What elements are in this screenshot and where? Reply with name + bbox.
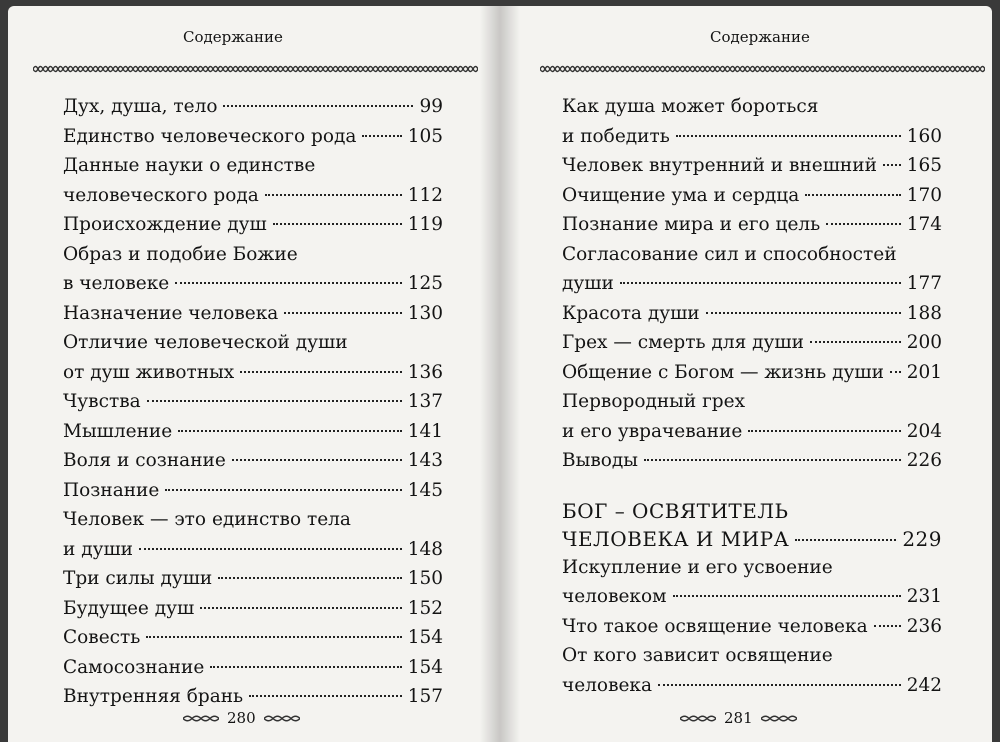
toc-entry[interactable]: [63, 505, 443, 564]
toc-entry[interactable]: [63, 623, 443, 653]
entry-title: Самосознание: [63, 656, 205, 678]
entry-title-line: От кого зависит освящение: [562, 645, 833, 666]
entry-title: Общение с Богом — жизнь души: [562, 361, 884, 383]
entry-title-line: Человек — это единство тела: [63, 509, 351, 530]
dot-leader: [265, 194, 402, 196]
entry-page-number: 200: [906, 332, 942, 353]
dot-leader: [826, 223, 900, 225]
right-page: [500, 6, 992, 742]
dot-leader: [175, 282, 401, 284]
toc-entry[interactable]: [562, 446, 942, 476]
entry-page-number: 188: [906, 302, 942, 324]
folio-ornament-icon: [264, 714, 300, 723]
entry-page-number: 204: [906, 420, 942, 442]
entry-title-line: Первородный грех: [562, 391, 746, 412]
toc-entry[interactable]: [63, 476, 443, 506]
toc-entry[interactable]: [63, 92, 443, 122]
entry-page-number: 165: [906, 155, 942, 176]
entry-page-number: 242: [906, 674, 942, 696]
entry-page-number: 119: [407, 214, 443, 235]
toc-entry[interactable]: [562, 240, 942, 299]
entry-page-number: 145: [407, 479, 443, 501]
running-head: Содержание: [710, 28, 810, 46]
toc-list: [562, 92, 942, 700]
entry-title: Дух, душа, тело: [63, 96, 218, 117]
entry-title: в человеке: [63, 273, 170, 294]
toc-entry[interactable]: [562, 210, 942, 240]
dot-leader: [883, 164, 901, 166]
dot-leader: [676, 135, 901, 137]
entry-page-number: 177: [906, 273, 942, 294]
folio-ornament-icon: [183, 714, 219, 723]
entry-title-line: Отличие человеческой души: [63, 332, 348, 353]
toc-entry[interactable]: [562, 299, 942, 329]
toc-entry[interactable]: [63, 387, 443, 417]
entry-page-number: 105: [407, 125, 443, 147]
dot-leader: [805, 194, 900, 196]
entry-page-number: 143: [407, 450, 443, 471]
dot-leader: [210, 666, 401, 668]
dot-leader: [240, 371, 401, 373]
dot-leader: [232, 459, 402, 461]
dot-leader: [810, 341, 901, 343]
toc-entry[interactable]: [63, 210, 443, 240]
dot-leader: [362, 135, 401, 137]
entry-title: Мышление: [63, 420, 173, 442]
entry-title-line: Согласование сил и способностей: [562, 243, 897, 265]
toc-entry[interactable]: [63, 417, 443, 447]
entry-page-number: 130: [407, 302, 443, 324]
folio-ornament-icon: [761, 714, 797, 723]
entry-title-line: БОГ – ОСВЯТИТЕЛЬ: [562, 498, 789, 523]
entry-title-line: Искупление и его усвоение: [562, 556, 833, 578]
folio-ornament-icon: [680, 714, 716, 723]
toc-entry[interactable]: [63, 682, 443, 712]
entry-title: Познание мира и его цель: [562, 214, 821, 235]
section-heading: [562, 497, 942, 553]
entry-page-number: 141: [407, 420, 443, 442]
entry-page-number: 136: [407, 361, 443, 383]
dot-leader: [146, 636, 401, 638]
page-number: [680, 709, 797, 727]
dot-leader: [673, 595, 901, 597]
entry-page-number: 160: [906, 125, 942, 147]
entry-page-number: 137: [407, 391, 443, 412]
entry-page-number: 112: [407, 184, 443, 206]
ornament-rule: [540, 64, 985, 74]
toc-entry[interactable]: [63, 446, 443, 476]
entry-title: Три силы души: [63, 568, 213, 589]
entry-title: и души: [63, 538, 134, 560]
toc-entry[interactable]: [562, 151, 942, 181]
page-number-text: 280: [227, 709, 256, 727]
running-head: Содержание: [183, 28, 283, 46]
entry-title: Грех — смерть для души: [562, 332, 804, 353]
dot-leader: [139, 548, 402, 550]
entry-page-number: 174: [906, 214, 942, 235]
entry-title-line: Как душа может бороться: [562, 96, 819, 117]
entry-title-line: Данные науки о единстве: [63, 155, 316, 176]
dot-leader: [165, 489, 401, 491]
entry-page-number: 231: [906, 586, 942, 607]
entry-page-number: 236: [906, 615, 942, 637]
toc-list: [63, 92, 443, 712]
toc-entry[interactable]: [562, 641, 942, 700]
dot-leader: [218, 577, 401, 579]
entry-title: Выводы: [562, 450, 638, 471]
toc-entry[interactable]: [562, 328, 942, 358]
dot-leader: [223, 105, 413, 107]
dot-leader: [178, 430, 402, 432]
dot-leader: [273, 223, 402, 225]
dot-leader: [620, 282, 901, 284]
page-number-text: 281: [724, 709, 753, 727]
entry-title: человеком: [562, 586, 667, 607]
entry-title: Познание: [63, 479, 160, 501]
entry-page-number: 152: [407, 597, 443, 619]
entry-title: Внутренняя брань: [63, 686, 244, 707]
dot-leader: [200, 607, 401, 609]
toc-entry[interactable]: [63, 240, 443, 299]
toc-entry[interactable]: [63, 151, 443, 210]
entry-title: Назначение человека: [63, 302, 279, 324]
page-number: [183, 709, 300, 727]
entry-title: и его уврачевание: [562, 420, 743, 442]
toc-entry[interactable]: [562, 497, 942, 553]
toc-entry[interactable]: [63, 564, 443, 594]
entry-page-number: 157: [407, 686, 443, 707]
toc-entry[interactable]: [562, 553, 942, 612]
entry-page-number: 148: [407, 538, 443, 560]
toc-entry[interactable]: [562, 612, 942, 642]
dot-leader: [874, 625, 901, 627]
entry-title-line: Образ и подобие Божие: [63, 243, 298, 265]
entry-title: ЧЕЛОВЕКА И МИРА: [562, 526, 790, 551]
dot-leader: [890, 371, 901, 373]
dot-leader: [147, 400, 402, 402]
entry-page-number: 226: [906, 450, 942, 471]
dot-leader: [658, 684, 901, 686]
dot-leader: [284, 312, 401, 314]
entry-page-number: 154: [407, 656, 443, 678]
entry-title: Очищение ума и сердца: [562, 184, 800, 206]
entry-title: от душ животных: [63, 361, 235, 383]
ornament-rule: [33, 64, 478, 74]
left-page: [8, 6, 500, 742]
toc-entry[interactable]: [63, 594, 443, 624]
toc-entry[interactable]: [562, 358, 942, 388]
entry-title: Человек внутренний и внешний: [562, 155, 877, 176]
entry-title: Совесть: [63, 627, 141, 648]
entry-page-number: 229: [902, 526, 942, 551]
entry-page-number: 150: [407, 568, 443, 589]
entry-title: Чувства: [63, 391, 141, 412]
entry-title: и победить: [562, 125, 670, 147]
entry-page-number: 99: [419, 96, 443, 117]
dot-leader: [644, 459, 901, 461]
toc-entry[interactable]: [63, 653, 443, 683]
toc-entry[interactable]: [63, 122, 443, 152]
dot-leader: [795, 539, 896, 541]
entry-title: Будущее душ: [63, 597, 195, 619]
entry-page-number: 201: [906, 361, 942, 383]
toc-entry[interactable]: [63, 328, 443, 387]
toc-entry[interactable]: [562, 92, 942, 151]
entry-title: человеческого рода: [63, 184, 259, 206]
entry-title: Красота души: [562, 302, 700, 324]
dot-leader: [748, 430, 900, 432]
toc-entry[interactable]: [63, 299, 443, 329]
toc-entry[interactable]: [562, 387, 942, 446]
entry-title: Воля и сознание: [63, 450, 226, 471]
entry-title: Происхождение душ: [63, 214, 267, 235]
entry-page-number: 125: [407, 273, 443, 294]
dot-leader: [706, 312, 901, 314]
entry-page-number: 154: [407, 627, 443, 648]
entry-title: человека: [562, 674, 653, 696]
dot-leader: [249, 695, 402, 697]
entry-title: Что такое освящение человека: [562, 615, 868, 637]
toc-entry[interactable]: [562, 181, 942, 211]
entry-title: души: [562, 273, 614, 294]
entry-title: Единство человеческого рода: [63, 125, 357, 147]
entry-page-number: 170: [906, 184, 942, 206]
